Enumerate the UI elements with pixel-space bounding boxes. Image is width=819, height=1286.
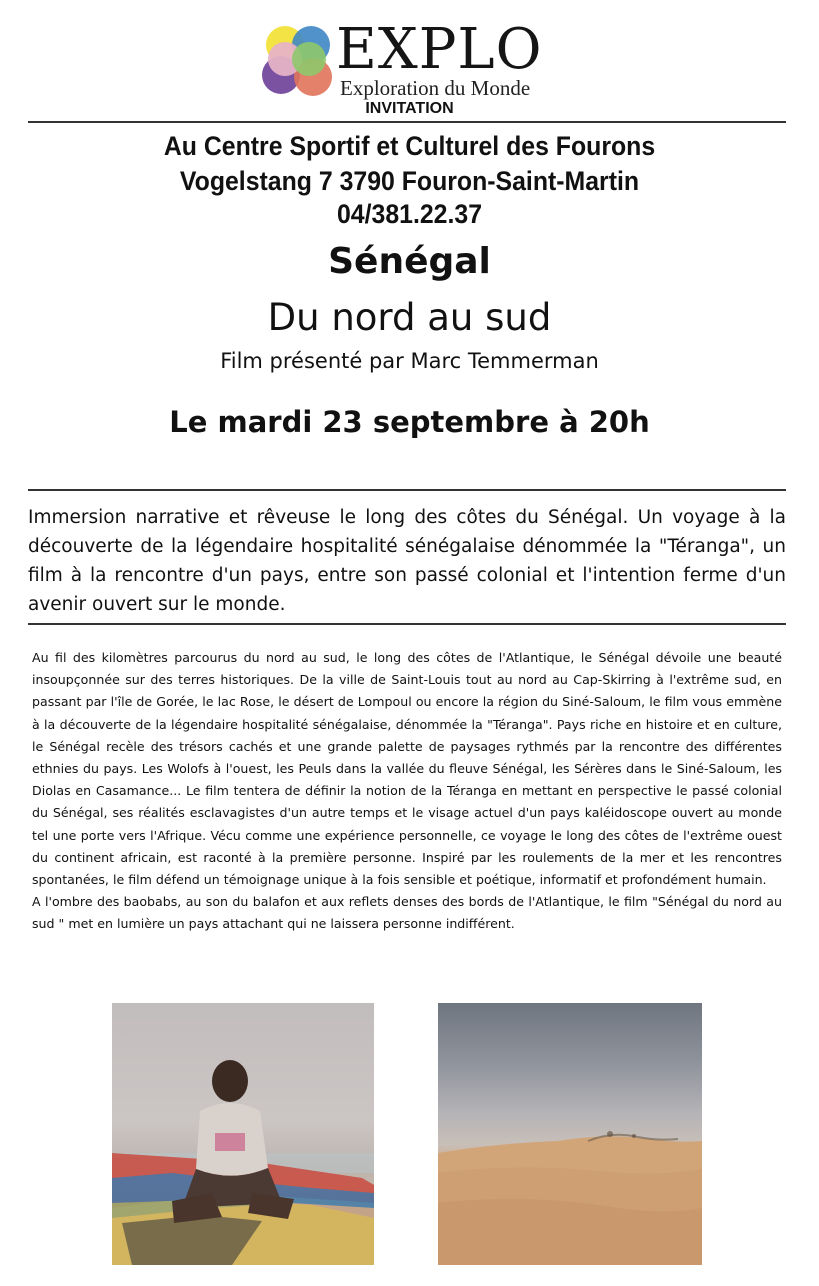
description-paragraph: Au fil des kilomètres parcourus du nord au sud, le long des côtes de l'Atlantique, le Sénégal dévoile une beauté insoupçonnée sur des terres historiques. De la ville de Saint-Louis tout au nord au Cap-Skirring à l'extrême sud, en passant par l'île de Gorée, le lac Rose, le désert de Lompoul ou encore la région du Siné-Saloum, le film vous emmène à la découverte de la légendaire hospitalité sénégalaise, dénommée la "Téranga". Pays riche en histoire et en culture, le Sénégal recèle des trésors cachés et une grande palette de paysages rythmés par la rencontre des différentes ethnies du pays. Les Wolofs à l'ouest, les Peuls dans la vallée du fleuve Sénégal, les Sérères dans le Siné-Saloum, les Diolas en Casamance... Le film tentera de définir la notion de la Téranga en mettant en perspective le passé colonial du Sénégal, ses réalités esclavagistes d'un autre temps et le visage actuel d'un pays kaléidoscope ouvert au monde tel une porte vers l'Afrique. Vécu comme une expérience personnelle, ce voyage le long des côtes de l'extrême ouest du continent africain, est raconté à la première personne. Inspiré par les roulements de la mer et les rencontres spontanées, le film défend un témoignage unique à la fois sensible et poétique, informatif et profondément humain. (32, 650, 782, 888)
divider (28, 623, 786, 625)
film-title: Sénégal (328, 241, 491, 282)
film-subtitle: Du nord au sud (267, 296, 552, 339)
venue-phone: 04/381.22.37 (336, 199, 483, 229)
photo-desert-dunes (438, 1003, 702, 1265)
desert-dunes-image (438, 1003, 702, 1265)
invitation-label: INVITATION (365, 100, 454, 117)
description-paragraph: A l'ombre des baobabs, au son du balafon et aux reflets denses des bords de l'Atlantique, le film "Sénégal du nord au sud " met en lumière un pays attachant qui ne laissera personne indifférent. (32, 894, 782, 932)
child-on-boat-image (112, 1003, 374, 1265)
venue-address: Vogelstang 7 3790 Fouron-Saint-Martin (179, 166, 640, 196)
divider (28, 121, 786, 123)
intro-paragraph: Immersion narrative et rêveuse le long des côtes du Sénégal. Un voyage à la découverte de la légendaire hospitalité sénégalaise dénommée la "Téranga", un film à la rencontre d'un pays, entre son passé colonial et l'intention ferme d'un avenir ouvert sur le monde. (28, 507, 786, 615)
divider (28, 489, 786, 491)
film-presenter: Film présenté par Marc Temmerman (220, 349, 599, 373)
logo-wordmark: EXPLO (336, 17, 543, 82)
logo-tagline: Exploration du Monde (340, 76, 531, 100)
event-date: Le mardi 23 septembre à 20h (169, 405, 650, 439)
photo-child-on-boat (112, 1003, 374, 1265)
venue-name: Au Centre Sportif et Culturel des Fourons (163, 131, 656, 161)
description-body (32, 647, 782, 936)
logo-dots-icon (262, 26, 332, 98)
